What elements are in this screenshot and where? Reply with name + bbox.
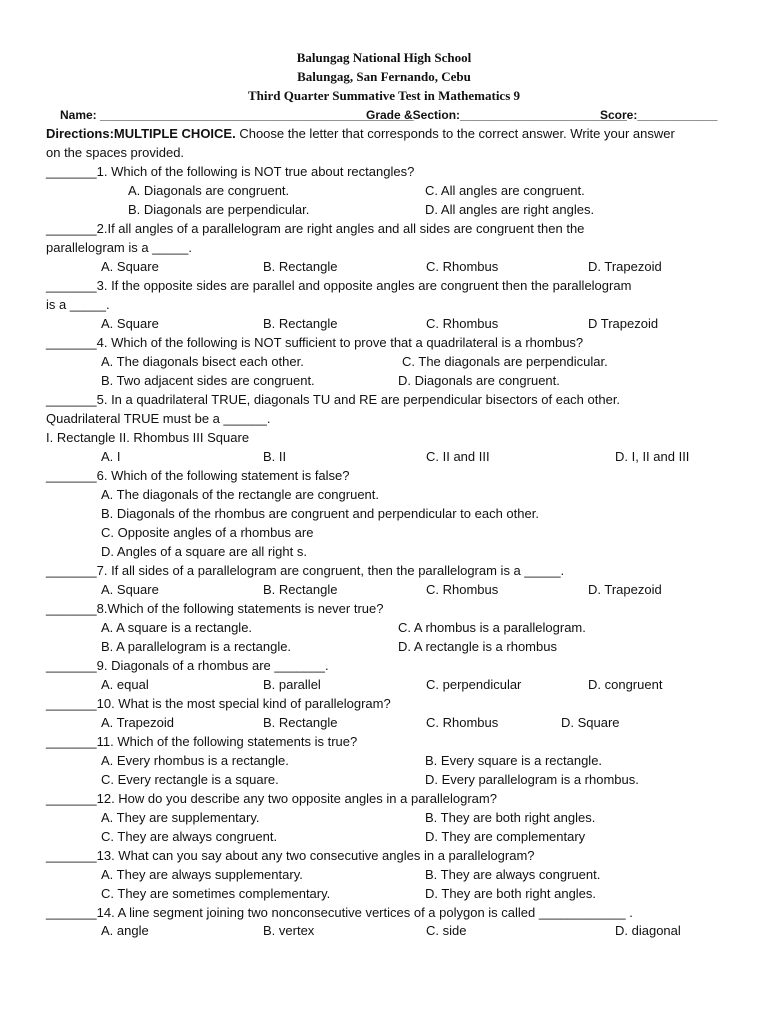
- directions: [46, 126, 675, 142]
- directions-label: Directions:MULTIPLE CHOICE.: [46, 126, 236, 141]
- q2-choice-c: C. Rhombus: [426, 259, 499, 274]
- question-2-cont: parallelogram is a _____.: [46, 240, 192, 255]
- q7-choice-d: D. Trapezoid: [588, 582, 662, 597]
- q9-choice-c: C. perpendicular: [426, 677, 522, 692]
- q12-choice-d: D. They are complementary: [425, 829, 586, 844]
- q5-choice-a: A. I: [101, 449, 121, 464]
- question-14: _______14. A line segment joining two nonconsecutive vertices of a polygon is called ____________ .: [46, 905, 633, 920]
- question-5-options: I. Rectangle II. Rhombus III Square: [46, 430, 250, 445]
- q5-choice-c: C. II and III: [426, 449, 490, 464]
- q12-choice-a: A. They are supplementary.: [101, 810, 260, 825]
- q1-choice-b: B. Diagonals are perpendicular.: [128, 202, 310, 217]
- q14-choice-c: C. side: [426, 923, 467, 938]
- q14-choice-d: D. diagonal: [615, 923, 681, 938]
- q3-choice-b: B. Rectangle: [263, 316, 338, 331]
- q8-choice-c: C. A rhombus is a parallelogram.: [398, 620, 586, 635]
- q4-choice-c: C. The diagonals are perpendicular.: [402, 354, 608, 369]
- q10-choice-c: C. Rhombus: [426, 715, 499, 730]
- question-5: _______5. In a quadrilateral TRUE, diagonals TU and RE are perpendicular bisectors of each other.: [46, 392, 621, 407]
- q13-choice-b: B. They are always congruent.: [425, 867, 601, 882]
- question-2: _______2.If all angles of a parallelogram are right angles and all sides are congruent then the: [46, 221, 585, 236]
- q14-choice-a: A. angle: [101, 923, 149, 938]
- question-13: _______13. What can you say about any two consecutive angles in a parallelogram?: [46, 848, 535, 863]
- q3-choice-a: A. Square: [101, 316, 159, 331]
- question-10: _______10. What is the most special kind of parallelogram?: [46, 696, 391, 711]
- question-8: _______8.Which of the following statements is never true?: [46, 601, 384, 616]
- q4-choice-a: A. The diagonals bisect each other.: [101, 354, 304, 369]
- q2-choice-a: A. Square: [101, 259, 159, 274]
- q1-choice-c: C. All angles are congruent.: [425, 183, 585, 198]
- q9-choice-a: A. equal: [101, 677, 149, 692]
- q13-choice-d: D. They are both right angles.: [425, 886, 597, 901]
- q10-choice-b: B. Rectangle: [263, 715, 338, 730]
- q6-choice-a: A. The diagonals of the rectangle are congruent.: [101, 487, 380, 502]
- question-3: _______3. If the opposite sides are parallel and opposite angles are congruent then the parallelogram: [46, 278, 632, 293]
- q8-choice-a: A. A square is a rectangle.: [101, 620, 253, 635]
- q10-choice-d: D. Square: [561, 715, 620, 730]
- q3-choice-c: C. Rhombus: [426, 316, 499, 331]
- directions-text-2: on the spaces provided.: [46, 145, 185, 160]
- q6-choice-c: C. Opposite angles of a rhombus are: [101, 525, 314, 540]
- q2-choice-d: D. Trapezoid: [588, 259, 662, 274]
- q11-choice-b: B. Every square is a rectangle.: [425, 753, 603, 768]
- q8-choice-d: D. A rectangle is a rhombus: [398, 639, 557, 654]
- school-name: Balungag National High School: [296, 50, 472, 65]
- q13-choice-c: C. They are sometimes complementary.: [101, 886, 331, 901]
- question-3-cont: is a _____.: [46, 297, 110, 312]
- q9-choice-b: B. parallel: [263, 677, 321, 692]
- q4-choice-d: D. Diagonals are congruent.: [398, 373, 560, 388]
- q7-choice-c: C. Rhombus: [426, 582, 499, 597]
- q5-choice-b: B. II: [263, 449, 287, 464]
- score-field[interactable]: Score:____________: [600, 108, 718, 122]
- grade-section-field[interactable]: Grade &Section:_________________________: [366, 108, 627, 122]
- question-1: _______1. Which of the following is NOT true about rectangles?: [46, 164, 415, 179]
- q7-choice-a: A. Square: [101, 582, 159, 597]
- question-11: _______11. Which of the following statements is true?: [46, 734, 358, 749]
- q1-choice-a: A. Diagonals are congruent.: [128, 183, 290, 198]
- directions-text: Choose the letter that corresponds to the correct answer. Write your answer: [235, 126, 675, 141]
- name-field[interactable]: Name: _______________________________________________: [60, 108, 414, 122]
- q6-choice-d: D. Angles of a square are all right s.: [101, 544, 307, 559]
- q10-choice-a: A. Trapezoid: [101, 715, 174, 730]
- q12-choice-b: B. They are both right angles.: [425, 810, 596, 825]
- q6-choice-b: B. Diagonals of the rhombus are congruent and perpendicular to each other.: [101, 506, 539, 521]
- question-6: _______6. Which of the following statement is false?: [46, 468, 350, 483]
- q11-choice-d: D. Every parallelogram is a rhombus.: [425, 772, 639, 787]
- q11-choice-a: A. Every rhombus is a rectangle.: [101, 753, 289, 768]
- question-9: _______9. Diagonals of a rhombus are _______.: [46, 658, 329, 673]
- question-12: _______12. How do you describe any two opposite angles in a parallelogram?: [46, 791, 497, 806]
- q8-choice-b: B. A parallelogram is a rectangle.: [101, 639, 292, 654]
- q5-choice-d: D. I, II and III: [615, 449, 690, 464]
- q13-choice-a: A. They are always supplementary.: [101, 867, 303, 882]
- question-4: _______4. Which of the following is NOT sufficient to prove that a quadrilateral is a rhombus?: [46, 335, 584, 350]
- q11-choice-c: C. Every rectangle is a square.: [101, 772, 279, 787]
- test-title: Third Quarter Summative Test in Mathematics 9: [247, 88, 521, 103]
- q14-choice-b: B. vertex: [263, 923, 315, 938]
- q9-choice-d: D. congruent: [588, 677, 663, 692]
- q3-choice-d: D Trapezoid: [588, 316, 659, 331]
- question-7: _______7. If all sides of a parallelogram are congruent, then the parallelogram is a _____.: [46, 563, 565, 578]
- q12-choice-c: C. They are always congruent.: [101, 829, 278, 844]
- q7-choice-b: B. Rectangle: [263, 582, 338, 597]
- q4-choice-b: B. Two adjacent sides are congruent.: [101, 373, 315, 388]
- q1-choice-d: D. All angles are right angles.: [425, 202, 595, 217]
- school-address: Balungag, San Fernando, Cebu: [297, 69, 471, 84]
- q2-choice-b: B. Rectangle: [263, 259, 338, 274]
- question-5-cont: Quadrilateral TRUE must be a ______.: [46, 411, 271, 426]
